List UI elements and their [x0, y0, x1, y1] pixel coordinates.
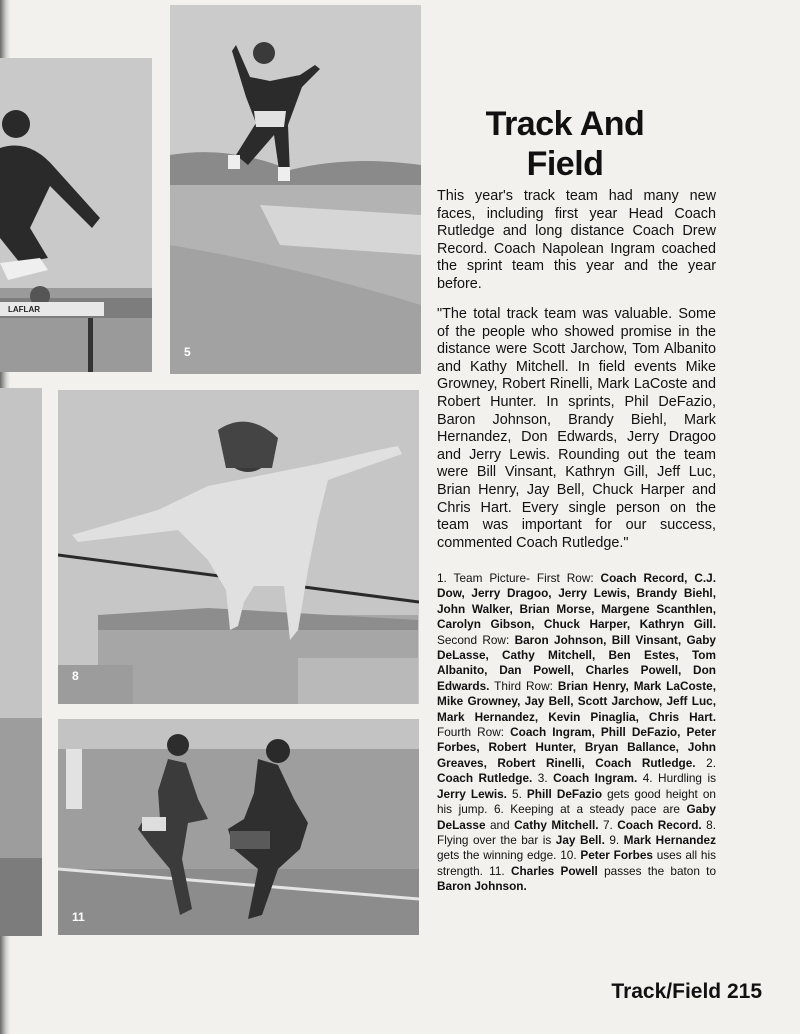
caption-segment: Jay Bell.	[555, 832, 605, 847]
caption-segment: Peter Forbes	[580, 848, 653, 863]
caption-segment: Coach Record, C.J. Dow, Jerry Dragoo, Jerry Lewis, Brandy Biehl, John Walker, Brian Morse, Margene Scanthlen, Carolyn Gibson, Chuck Harper, Kathryn Gill.	[437, 571, 717, 632]
caption-segment: Third Row:	[489, 678, 558, 693]
caption-segment: Second Row:	[437, 632, 515, 647]
photo-long-jump	[170, 5, 421, 374]
caption-segment: Fourth Row:	[437, 725, 511, 740]
page-title	[440, 104, 690, 184]
caption-segment: Baron Johnson.	[437, 879, 527, 894]
caption-segment: 5.	[506, 786, 527, 801]
caption-segment: 4. Hurdling is	[637, 771, 716, 786]
photo-hurdler	[0, 58, 152, 372]
quote-paragraph: "The total track team was valuable. Some of the people who showed promise in the distance were Scott Jarchow, Tom Albanito and Kathy Mitchell. In field events Mike Growney, Robert Rinelli, Mark LaCoste and Robert Hunter. In sprints, Phil DeFazio, Baron Johnson, Brandy Biehl, Mark Hernandez, Don Edwards, Jerry Dragoo and Jerry Lewis. Rounding out the team were Bill Vinsant, Kathryn Gill, Jeff Luc, Brian Henry, Jay Bell, Chuck Harper and Chris Hart. Every single person on the team was important for our success, commented Coach Rutledge."	[437, 306, 716, 551]
caption-segment: Coach Ingram.	[553, 771, 638, 786]
caption-segment: Coach Rutledge.	[437, 771, 533, 786]
caption-segment: Coach Ingram, Phill DeFazio, Peter Forbes, Robert Hunter, Bryan Ballance, John Greaves, Robert Rinelli, Coach Rutledge.	[437, 725, 716, 770]
caption-segment: Cathy Mitchell.	[514, 817, 599, 832]
caption-segment: Baron Johnson, Bill Vinsant, Gaby DeLasse, Cathy Mitchell, Ben Estes, Tom Albanito, Dan Powell, Charles Powell, Don Edwards.	[437, 632, 716, 693]
page-folio: Track/Field 215	[611, 980, 762, 1003]
caption-segment: 1. Team Picture- First Row:	[437, 571, 601, 585]
photo-number-5: 5	[184, 345, 191, 359]
caption-segment: gets the winning edge. 10.	[437, 848, 581, 863]
caption-segment: Jerry Lewis.	[437, 786, 507, 801]
caption-segment: uses all his strength. 11.	[437, 848, 716, 878]
photo-left-strip	[0, 388, 42, 936]
title-line-1: Track And	[485, 105, 645, 143]
caption-segment: passes the baton to	[597, 863, 717, 878]
caption-segment: Charles Powell	[510, 863, 598, 878]
photo-number-8: 8	[72, 669, 79, 683]
caption-segment: gets good height on his jump. 6. Keeping at a steady pace are	[437, 786, 716, 817]
photo-captions	[437, 571, 716, 895]
caption-segment: Coach Record.	[617, 817, 702, 832]
caption-segment: 8. Flying over the bar is	[437, 817, 716, 847]
photo-relay	[58, 719, 419, 935]
caption-segment: Phill DeFazio	[526, 786, 603, 801]
caption-segment: 2.	[695, 755, 716, 770]
caption-segment: Mark Hernandez	[623, 832, 716, 847]
photo-high-jump	[58, 390, 419, 704]
caption-segment: and	[485, 817, 515, 832]
photo-number-11: 11	[72, 910, 85, 924]
caption-segment: Brian Henry, Mark LaCoste, Mike Growney, Jay Bell, Scott Jarchow, Jeff Luc, Mark Hernandez, Kevin Pinaglia, Chris Hart.	[437, 678, 717, 724]
intro-paragraph: This year's track team had many new faces, including first year Head Coach Rutledge and long distance Coach Drew Record. Coach Napolean Ingram coached the sprint team this year and the year before.	[437, 188, 716, 292]
caption-segment: Gaby DeLasse	[437, 802, 716, 832]
caption-segment: 9.	[604, 832, 624, 847]
caption-segment: 3.	[532, 771, 554, 786]
title-line-2: Field	[526, 145, 604, 183]
sign-text: LAFLAR	[8, 305, 40, 314]
caption-segment: 7.	[598, 817, 618, 832]
